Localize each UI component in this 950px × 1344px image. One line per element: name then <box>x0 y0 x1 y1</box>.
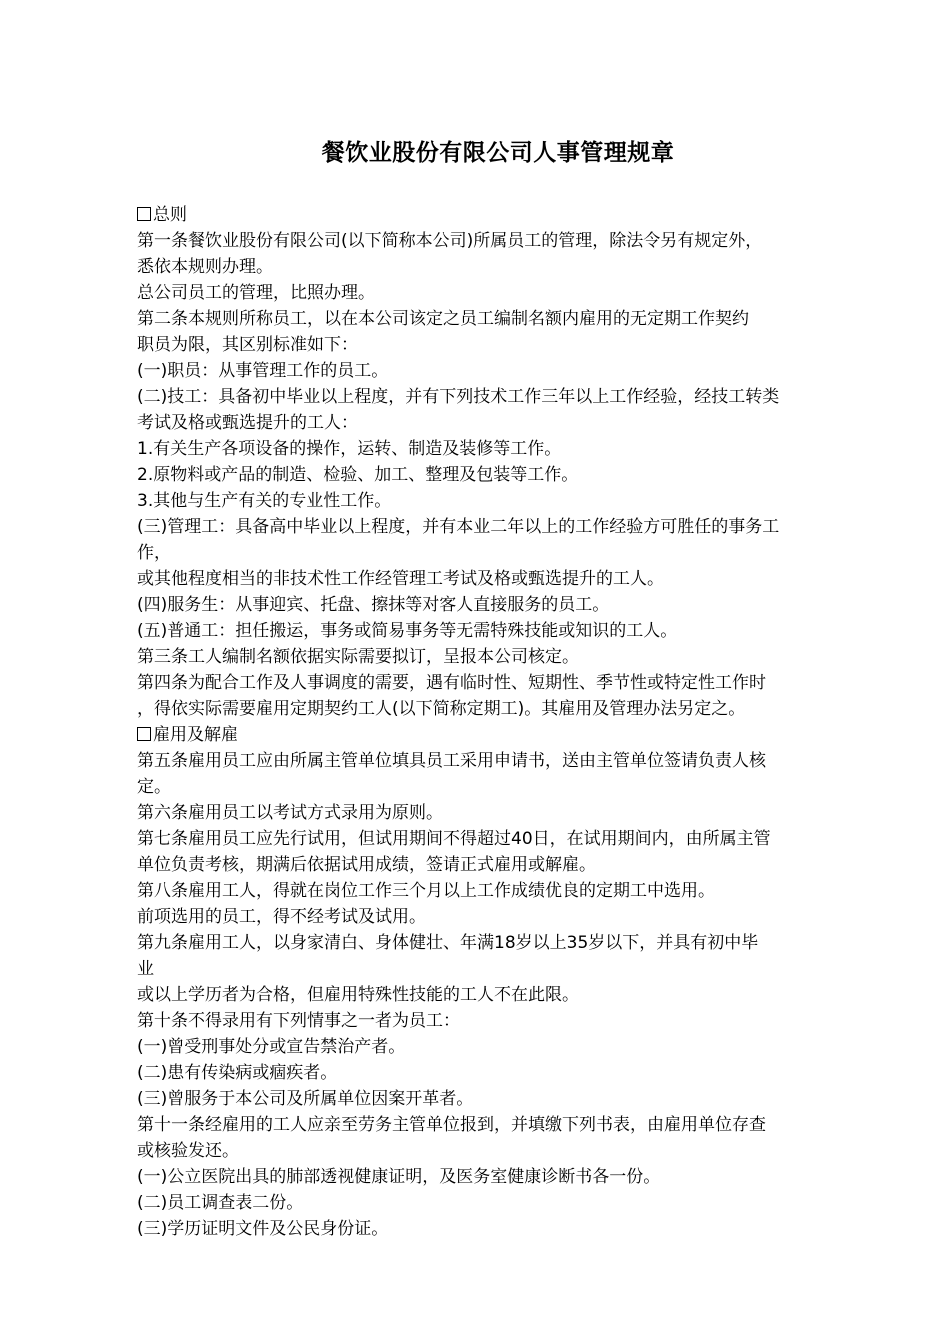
body-text-line: 单位负责考核，期满后依据试用成绩，签请正式雇用或解雇。 <box>137 855 596 875</box>
body-text-line: 3.其他与生产有关的专业性工作。 <box>137 491 392 511</box>
body-text-line: 第十条不得录用有下列情事之一者为员工： <box>137 1011 460 1031</box>
body-text-line: 第三条工人编制名额依据实际需要拟订，呈报本公司核定。 <box>137 647 579 667</box>
body-text-line: 第四条为配合工作及人事调度的需要，遇有临时性、短期性、季节性或特定性工作时 <box>137 673 766 693</box>
body-text-line: 第七条雇用员工应先行试用，但试用期间不得超过40日，在试用期间内，由所属主管 <box>137 829 771 849</box>
section-heading-text: 雇用及解雇 <box>153 725 238 745</box>
body-text-line: 2.原物料或产品的制造、检验、加工、整理及包装等工作。 <box>137 465 579 485</box>
body-text-line: (二)技工：具备初中毕业以上程度，并有下列技术工作三年以上工作经验，经技工转类 <box>137 387 780 407</box>
body-text-line: 或以上学历者为合格，但雇用特殊性技能的工人不在此限。 <box>137 985 579 1005</box>
body-text-line: (一)曾受刑事处分或宣告禁治产者。 <box>137 1037 406 1057</box>
body-text-line: (五)普通工：担任搬运，事务或简易事务等无需特殊技能或知识的工人。 <box>137 621 678 641</box>
body-text-line: 业 <box>137 959 154 979</box>
body-text-line: 总公司员工的管理，比照办理。 <box>137 283 375 303</box>
checkbox-icon <box>137 727 151 741</box>
body-text-line: 第十一条经雇用的工人应亲至劳务主管单位报到，并填缴下列书表，由雇用单位存查 <box>137 1115 766 1135</box>
body-text-line: 第二条本规则所称员工，以在本公司该定之员工编制名额内雇用的无定期工作契约 <box>137 309 749 329</box>
body-text-line: 1.有关生产各项设备的操作，运转、制造及装修等工作。 <box>137 439 562 459</box>
body-text-line: 第九条雇用工人，以身家清白、身体健壮、年满18岁以上35岁以下，并具有初中毕 <box>137 933 759 953</box>
body-text-line: (二)患有传染病或痼疾者。 <box>137 1063 338 1083</box>
section-heading <box>137 202 865 228</box>
body-text-line: 考试及格或甄选提升的工人： <box>137 413 358 433</box>
body-text-line: 第八条雇用工人，得就在岗位工作三个月以上工作成绩优良的定期工中选用。 <box>137 881 715 901</box>
body-text-line: (四)服务生：从事迎宾、托盘、擦抹等对客人直接服务的员工。 <box>137 595 610 615</box>
document-title: 餐饮业股份有限公司人事管理规章 <box>321 140 675 166</box>
body-text-line: (三)曾服务于本公司及所属单位因案开革者。 <box>137 1089 474 1109</box>
body-text-line: 悉依本规则办理。 <box>137 257 273 277</box>
body-text-line: ，得依实际需要雇用定期契约工人(以下简称定期工)。其雇用及管理办法另定之。 <box>137 699 746 719</box>
body-text-line: (一)职员：从事管理工作的员工。 <box>137 361 389 381</box>
body-text-line: 前项选用的员工，得不经考试及试用。 <box>137 907 426 927</box>
body-text-line: (三)管理工：具备高中毕业以上程度，并有本业二年以上的工作经验方可胜任的事务工 <box>137 517 780 537</box>
body-text-line: (二)员工调查表二份。 <box>137 1193 304 1213</box>
body-text-line: 定。 <box>137 777 171 797</box>
body-text-line: 或核验发还。 <box>137 1141 239 1161</box>
body-text-line: 作， <box>137 543 171 563</box>
body-text-line: 或其他程度相当的非技术性工作经管理工考试及格或甄选提升的工人。 <box>137 569 664 589</box>
checkbox-icon <box>137 207 151 221</box>
section-heading <box>137 722 865 748</box>
body-text-line: (三)学历证明文件及公民身份证。 <box>137 1219 389 1239</box>
document-body <box>137 202 865 1242</box>
body-text-line: 职员为限，其区别标准如下： <box>137 335 358 355</box>
body-text-line: 第六条雇用员工以考试方式录用为原则。 <box>137 803 443 823</box>
body-text-line: 第五条雇用员工应由所属主管单位填具员工采用申请书，送由主管单位签请负责人核 <box>137 751 766 771</box>
body-text-line: 第一条餐饮业股份有限公司(以下简称本公司)所属员工的管理，除法令另有规定外， <box>137 231 763 251</box>
body-text-line: (一)公立医院出具的肺部透视健康证明，及医务室健康诊断书各一份。 <box>137 1167 661 1187</box>
section-heading-text: 总则 <box>153 205 187 225</box>
